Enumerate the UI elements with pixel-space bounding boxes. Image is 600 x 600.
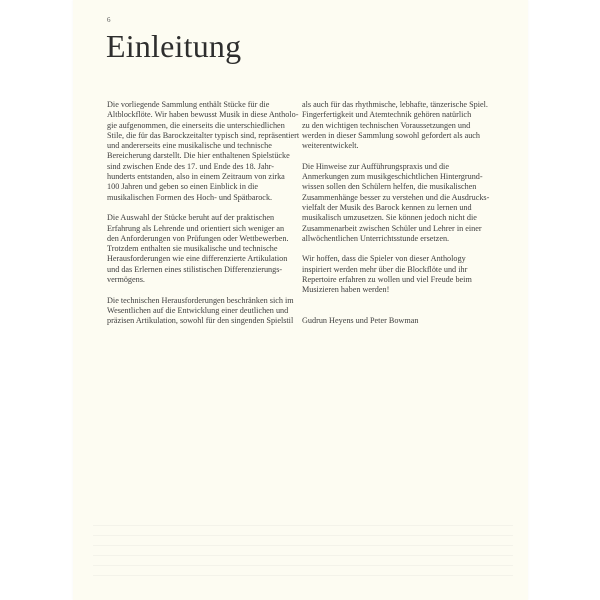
text-line: Repertoire erfahren zu wollen und viel Freude beim (302, 275, 472, 285)
text-line: vielfalt der Musik des Barock kennen zu lernen und (302, 202, 472, 212)
text-line: den Anforderungen von Prüfungen oder Wettbewerben. (107, 233, 289, 243)
text-line: inspiriert werden mehr über die Blockflöte und ihr (302, 264, 468, 274)
text-line: Stile, die für das Barockzeitalter typisch sind, repräsentiert (107, 130, 300, 140)
text-line: Altblockflöte. Wir haben bewusst Musik in diese Antholo- (107, 110, 299, 120)
paper-show-through (93, 525, 513, 585)
text-line: Die Hinweise zur Aufführungspraxis und die (302, 161, 449, 171)
text-line: werden in dieser Sammlung sowohl gefordert als auch (302, 130, 481, 140)
text-line: allwöchentlichen Unterrichtsstunde ersetzen. (302, 233, 450, 243)
text-line: weiterentwickelt. (302, 141, 359, 151)
paragraph-closing (302, 254, 502, 295)
text-line: Herausforderungen wie eine differenzierte Artikulation (107, 254, 288, 264)
document-page (73, 0, 528, 600)
text-line: Fingerfertigkeit und Atemtechnik gehören natürlich (302, 110, 472, 120)
text-line: musikalisch umzusetzen. Sie können jedoch nicht die (302, 213, 477, 223)
text-line: musikalischen Formen des Hoch- und Spätbarock. (107, 192, 273, 202)
text-line: gie aufgenommen, die einerseits die unterschiedlichen (107, 120, 285, 130)
text-line: als auch für das rhythmische, lebhafte, tänzerische Spiel. (302, 100, 488, 109)
text-line: und das Erlernen eines stilistischen Differenzierungs- (107, 264, 283, 274)
text-line: Wir hoffen, dass die Spieler von dieser Anthology (302, 254, 466, 264)
text-line: Zusammenarbeit zwischen Schüler und Lehrer in einer (302, 223, 482, 233)
paragraph-notes (302, 162, 502, 244)
paragraph-technique (107, 296, 303, 327)
text-line: Anmerkungen zum musikgeschichtlichen Hintergrund- (302, 172, 483, 182)
page-title: Einleitung (106, 28, 242, 64)
text-line: Die vorliegende Sammlung enthält Stücke für die (107, 100, 270, 109)
author-signature: Gudrun Heyens und Peter Bowman (302, 316, 419, 326)
text-line: Trotzdem enthalten sie musikalische und technische (107, 244, 278, 254)
text-line: vermögens. (107, 275, 145, 285)
text-line: und andererseits eine musikalische und technische (107, 141, 272, 151)
text-line: Erfahrung als Lehrende und orientiert sich weniger an (107, 223, 285, 233)
text-line: Die Auswahl der Stücke beruht auf der praktischen (107, 213, 275, 223)
text-line: präzisen Artikulation, sowohl für den singenden Spielstil (107, 316, 294, 326)
text-line: wissen sollen den Schülern helfen, die musikalischen (302, 182, 477, 192)
text-line: Wesentlichen auf die Entwicklung einer deutlichen und (107, 305, 289, 315)
right-column (302, 100, 502, 337)
text-line: zu den wichtigen technischen Voraussetzungen und (302, 120, 471, 130)
text-line: sind zwischen Ende des 17. und Ende des 18. Jahr- (107, 161, 274, 171)
left-column (107, 100, 303, 337)
text-line: Zusammenhänge besser zu verstehen und die Ausdrucks- (302, 192, 490, 202)
page-number: 6 (107, 16, 111, 24)
text-line: Die technischen Herausforderungen beschränken sich im (107, 295, 294, 305)
text-line: hunderts entstanden, also in einem Zeitraum von zirka (107, 172, 285, 182)
text-line: Bereicherung darstellt. Die hier enthaltenen Spielstücke (107, 151, 290, 161)
paragraph-intro (107, 100, 303, 203)
paragraph-technique-cont (302, 100, 502, 151)
paragraph-selection (107, 213, 303, 285)
text-line: Musizieren haben werden! (302, 285, 390, 295)
text-line: 100 Jahren und geben so einen Einblick in die (107, 182, 258, 192)
